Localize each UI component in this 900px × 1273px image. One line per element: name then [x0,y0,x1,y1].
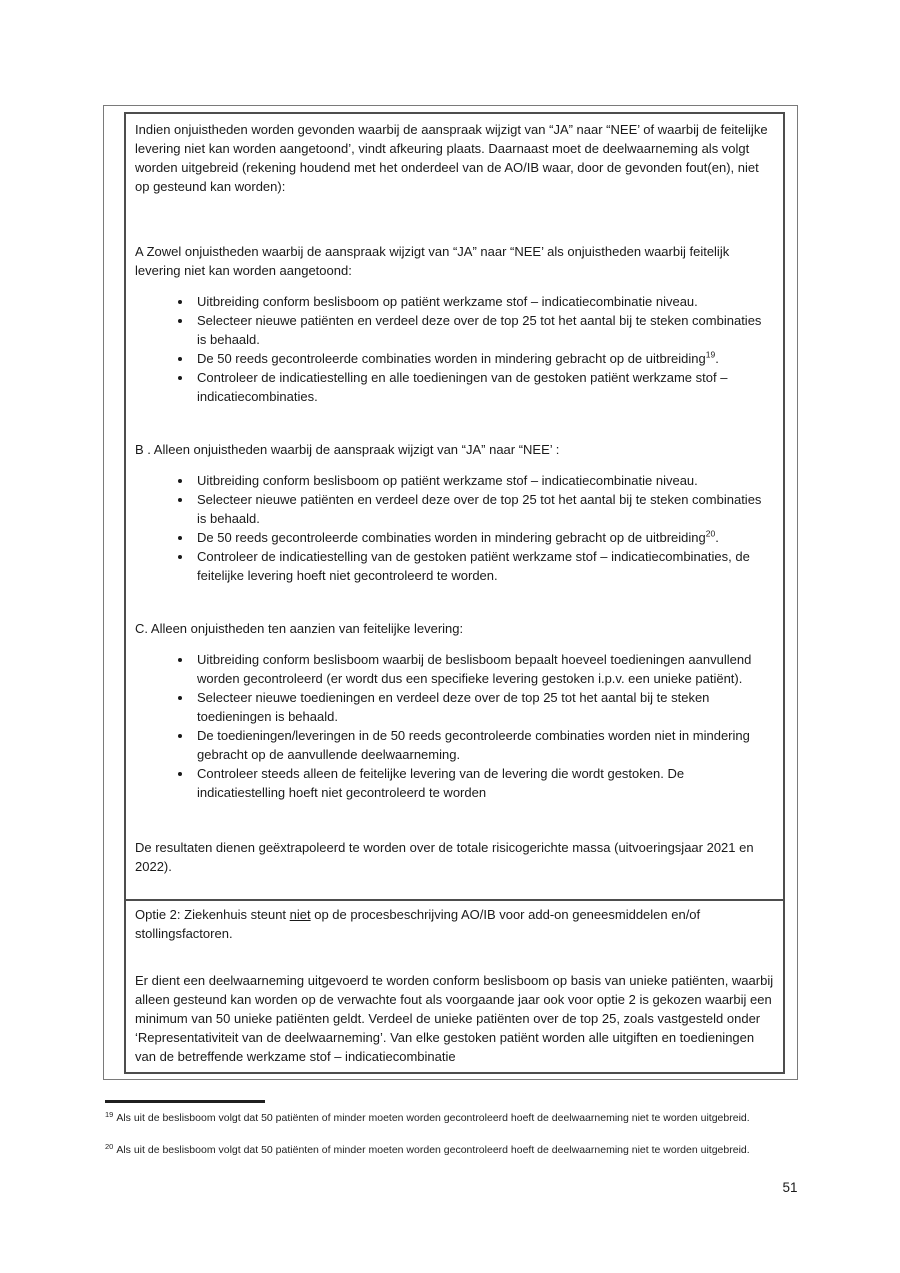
section-b-heading: B . Alleen onjuistheden waarbij de aanspraak wijzigt van “JA” naar “NEE’ : [135,442,560,457]
bullet-text: Selecteer nieuwe toedieningen en verdeel deze over de top 25 tot het aantal bij te steken toedieningen is behaald. [197,690,710,724]
footnote-20 [105,1141,775,1157]
list-item [193,528,774,547]
list-item [193,547,774,585]
list-item [193,349,774,368]
bullet-text: Controleer steeds alleen de feitelijke levering van de levering die wordt gestoken. De indicatiestelling hoeft niet gecontroleerd te worden [197,766,685,800]
footnote-19-text: Als uit de beslisboom volgt dat 50 patiënten of minder moeten worden gecontroleerd hoeft de deelwaarneming niet te worden uitgebreid. [116,1112,750,1124]
option2-body-paragraph: Er dient een deelwaarneming uitgevoerd te worden conform beslisboom op basis van unieke patiënten, waarbij alleen gesteund kan worden op de verwachte fout als voorgaande jaar ook voor optie 2 is gekozen waarbij een minimum van 50 unieke patiënten geldt. Verdeel de unieke patiënten over de top 25, zoals vastgesteld onder ‘Representativiteit van de deelwaarneming’. Van elke gestoken patiënt worden alle uitgiften en toedieningen van de betreffende werkzame stof – indicatiecombinatie [135,973,774,1064]
list-item [193,764,774,802]
bullet-text: Controleer de indicatiestelling van de gestoken patiënt werkzame stof – indicatiecombinaties, de feitelijke levering hoeft niet gecontroleerd te worden. [197,549,750,583]
footnote-separator [105,1100,265,1103]
bullet-text: De 50 reeds gecontroleerde combinaties worden in mindering gebracht op de uitbreiding [197,351,706,366]
bullet-text: Uitbreiding conform beslisboom op patiënt werkzame stof – indicatiecombinatie niveau. [197,473,698,488]
option2-heading-prefix: Optie 2: Ziekenhuis steunt [135,907,290,922]
option2-section [126,899,783,1072]
bullet-text: De toedieningen/leveringen in de 50 reeds gecontroleerde combinaties worden niet in mindering gebracht op de aanvullende deelwaarneming. [197,728,750,762]
list-item [193,368,774,406]
bullet-text: Controleer de indicatiestelling en alle toedieningen van de gestoken patiënt werkzame stof – indicatiecombinaties. [197,370,728,404]
option1-continuation-section [126,114,783,899]
bullet-text: . [715,530,719,545]
extrapolation-paragraph: De resultaten dienen geëxtrapoleerd te worden over de totale risicogerichte massa (uitvoeringsjaar 2021 en 2022). [135,840,754,874]
option2-heading-suffix: op de procesbeschrijving AO/IB voor add-on geneesmiddelen en/of stollingsfactoren. [135,907,701,941]
option2-emphasis-niet: niet [289,907,311,922]
footnote-ref-20: 20 [705,528,716,539]
bullet-text: De 50 reeds gecontroleerde combinaties worden in mindering gebracht op de uitbreiding [197,530,706,545]
list-item [193,688,774,726]
bullet-text: Uitbreiding conform beslisboom op patiënt werkzame stof – indicatiecombinatie niveau. [197,294,698,309]
section-a-bullets [135,292,774,406]
footnote-20-marker: 20 [105,1141,114,1151]
section-c-bullets [135,650,774,802]
footnote-ref-19: 19 [705,349,716,360]
bullet-text: Selecteer nieuwe patiënten en verdeel deze over de top 25 tot het aantal bij te steken combinaties is behaald. [197,492,762,526]
list-item [193,471,774,490]
footnote-19-marker: 19 [105,1109,114,1119]
page-number: 51 [782,1180,798,1195]
options-table [124,112,785,1074]
section-a-heading: A Zowel onjuistheden waarbij de aanspraak wijzigt van “JA” naar “NEE’ als onjuistheden waarbij feitelijk levering niet kan worden aangetoond: [135,244,730,278]
content-frame [103,105,798,1080]
bullet-text: Selecteer nieuwe patiënten en verdeel deze over de top 25 tot het aantal bij te steken combinaties is behaald. [197,313,762,347]
list-item [193,490,774,528]
bullet-text: . [715,351,719,366]
list-item [193,650,774,688]
list-item [193,726,774,764]
list-item [193,292,774,311]
bullet-text: Uitbreiding conform beslisboom waarbij de beslisboom bepaalt hoeveel toedieningen aanvullend worden gecontroleerd (er wordt dus een specifieke levering gestoken i.p.v. een unieke patiënt). [197,652,752,686]
option2-heading [135,905,774,943]
intro-paragraph: Indien onjuistheden worden gevonden waarbij de aanspraak wijzigt van “JA” naar “NEE’ of waarbij de feitelijke levering niet kan worden aangetoond’, vindt afkeuring plaats. Daarnaast moet de deelwaarneming als volgt worden uitgebreid (rekening houdend met het onderdeel van de AO/IB waar, door de gevonden fout(en), niet op gesteund kan worden): [135,122,768,194]
footnote-19 [105,1109,775,1125]
list-item [193,311,774,349]
section-c-heading: C. Alleen onjuistheden ten aanzien van feitelijke levering: [135,621,464,636]
footnote-20-text: Als uit de beslisboom volgt dat 50 patiënten of minder moeten worden gecontroleerd hoeft de deelwaarneming niet te worden uitgebreid. [116,1144,750,1156]
section-b-bullets [135,471,774,585]
